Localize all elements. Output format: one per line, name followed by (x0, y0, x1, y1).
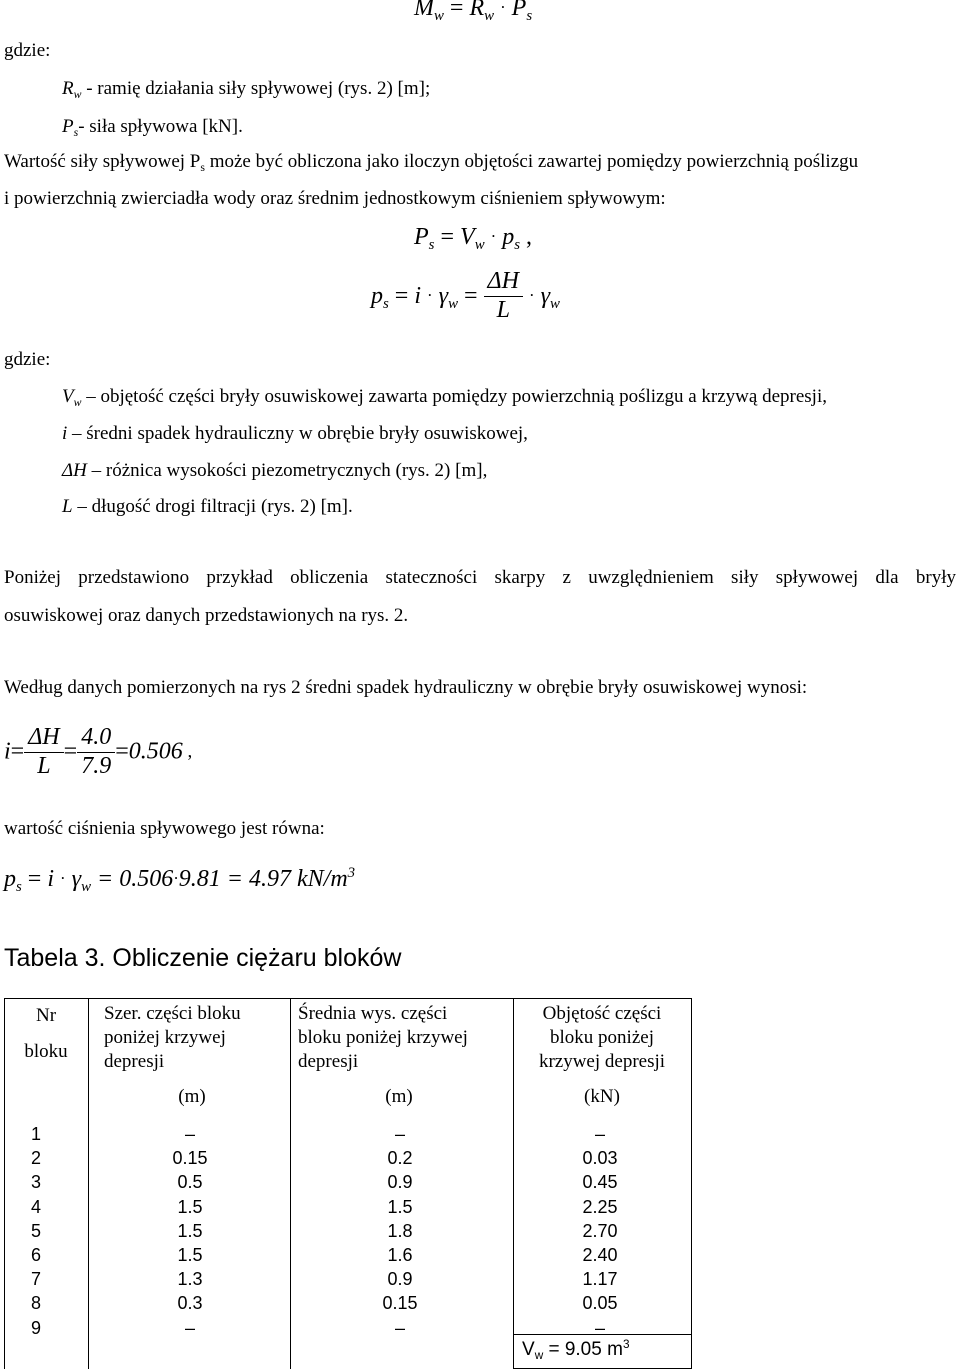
table-cell: 1.6 (387, 1245, 413, 1266)
definition-rw: $R_w$ - ramię działania siły spływowej (rys. 2) [m]; (62, 78, 431, 102)
header-volume: Objętość części bloku poniżej krzywej depresji (538, 1003, 666, 1072)
formula-ps-definition: $P_s = V_w \cdot p_s$ , (414, 224, 532, 254)
definition-vw: $V_w$ – objętość części bryły osuwiskowej zawarta pomiędzy powierzchnią poślizgu a krzywą depresji, (62, 386, 827, 410)
header-height: Średnia wys. części bloku poniżej krzywej depresji (298, 1003, 468, 1072)
table-cell: 0.03 (582, 1148, 618, 1169)
formula-seepage-pressure-value: $p_s = i \cdot \gamma_w = 0.506\cdot 9.81 = 4.97$ $kN/m^3$ (4, 865, 356, 896)
table-cell: 0.9 (387, 1269, 413, 1290)
table-cell: 1.8 (387, 1220, 413, 1241)
column-volume (562, 1122, 638, 1340)
table-cell: 0.2 (387, 1148, 413, 1169)
column-width (152, 1122, 228, 1340)
table-cell: 6 (30, 1245, 41, 1266)
table-cell: 1.3 (177, 1269, 203, 1290)
unit-volume: (kN) (584, 1086, 620, 1107)
table-cell: 2 (30, 1148, 41, 1169)
definition-dh: ΔH – różnica wysokości piezometrycznych (rys. 2) [m], (62, 460, 488, 481)
definition-ps: $P_s-$ siła spływowa [kN]. (62, 116, 243, 140)
paragraph-line: i powierzchnią zwierciadła wody oraz średnim jednostkowym ciśnieniem spływowym: (4, 188, 666, 209)
volume-sum: $V_w = 9.05$ $m^3$ (522, 1337, 630, 1363)
table-cell: 2.70 (582, 1220, 618, 1241)
table-cell: – (184, 1317, 195, 1338)
unit-width: (m) (178, 1086, 206, 1107)
table-cell: – (594, 1124, 605, 1144)
blocks-table (4, 998, 692, 1369)
table-cell: 2.25 (582, 1196, 618, 1217)
definition-l: L – długość drogi filtracji (rys. 2) [m]. (62, 496, 353, 517)
gdzie-label: gdzie: (4, 40, 51, 61)
gdzie-label: gdzie: (4, 349, 51, 370)
paragraph-line: Wartość siły spływowej $P_s$ może być obliczona jako iloczyn objętości zawartej pomiędzy powierzchnią poślizgu (4, 151, 859, 175)
unit-height: (m) (385, 1086, 413, 1107)
table-cell: – (394, 1317, 405, 1338)
table-cell: 0.3 (177, 1293, 203, 1314)
paragraph-line: Poniżej przedstawiono przykład obliczenia stateczności skarpy z uwzględnieniem siły spływowej dla bryły (4, 567, 956, 588)
table-cell: 2.40 (582, 1245, 618, 1266)
formula-moment: $M_w = R_w \cdot P_s$ (414, 0, 533, 25)
table-cell: 0.9 (387, 1172, 413, 1193)
table-cell: 0.5 (177, 1172, 203, 1193)
paragraph-line: Według danych pomierzonych na rys 2 średni spadek hydrauliczny w obrębie bryły osuwiskowej wynosi: (4, 677, 808, 698)
table-cell: 0.45 (582, 1172, 618, 1193)
column-nr (26, 1122, 46, 1340)
table-cell: 1.5 (177, 1220, 203, 1241)
table-cell: 4 (30, 1196, 41, 1217)
paragraph-line: osuwiskowej oraz danych przedstawionych na rys. 2. (4, 605, 409, 626)
table-cell: 1 (30, 1124, 41, 1144)
table-cell: 1.5 (177, 1196, 203, 1217)
table-cell: 0.15 (172, 1148, 208, 1169)
table-cell: – (184, 1124, 195, 1144)
table-title: Tabela 3. Obliczenie ciężaru bloków (4, 944, 402, 972)
table-cell: 3 (30, 1172, 41, 1193)
table-cell: 8 (30, 1293, 41, 1314)
formula-hydraulic-gradient: i= $\frac{\Delta H}{L}$ = $\frac{4.0}{7.9}$ =0.506 , (4, 724, 193, 779)
header-nr: Nr bloku (24, 1005, 68, 1062)
table-cell: – (394, 1124, 405, 1144)
table-cell: 1.5 (387, 1196, 413, 1217)
table-cell: 5 (30, 1220, 41, 1241)
table-cell: 1.17 (582, 1269, 618, 1290)
header-width: Szer. części bloku poniżej krzywej depresji (104, 1003, 241, 1072)
table-cell: 0.05 (582, 1293, 618, 1314)
table-cell: 0.15 (382, 1293, 418, 1314)
table-cell: 9 (30, 1317, 41, 1338)
formula-seepage-pressure: $p_s = i \cdot \gamma_w$ = $\frac{\Delta H}{L}$ · $\gamma_w$ (371, 268, 560, 323)
paragraph-line: wartość ciśnienia spływowego jest równa: (4, 818, 325, 839)
table-cell: 1.5 (177, 1245, 203, 1266)
column-height (362, 1122, 438, 1340)
table-cell: 7 (30, 1269, 41, 1290)
table-cell: – (594, 1317, 605, 1338)
definition-i: i – średni spadek hydrauliczny w obrębie bryły osuwiskowej, (62, 423, 528, 444)
